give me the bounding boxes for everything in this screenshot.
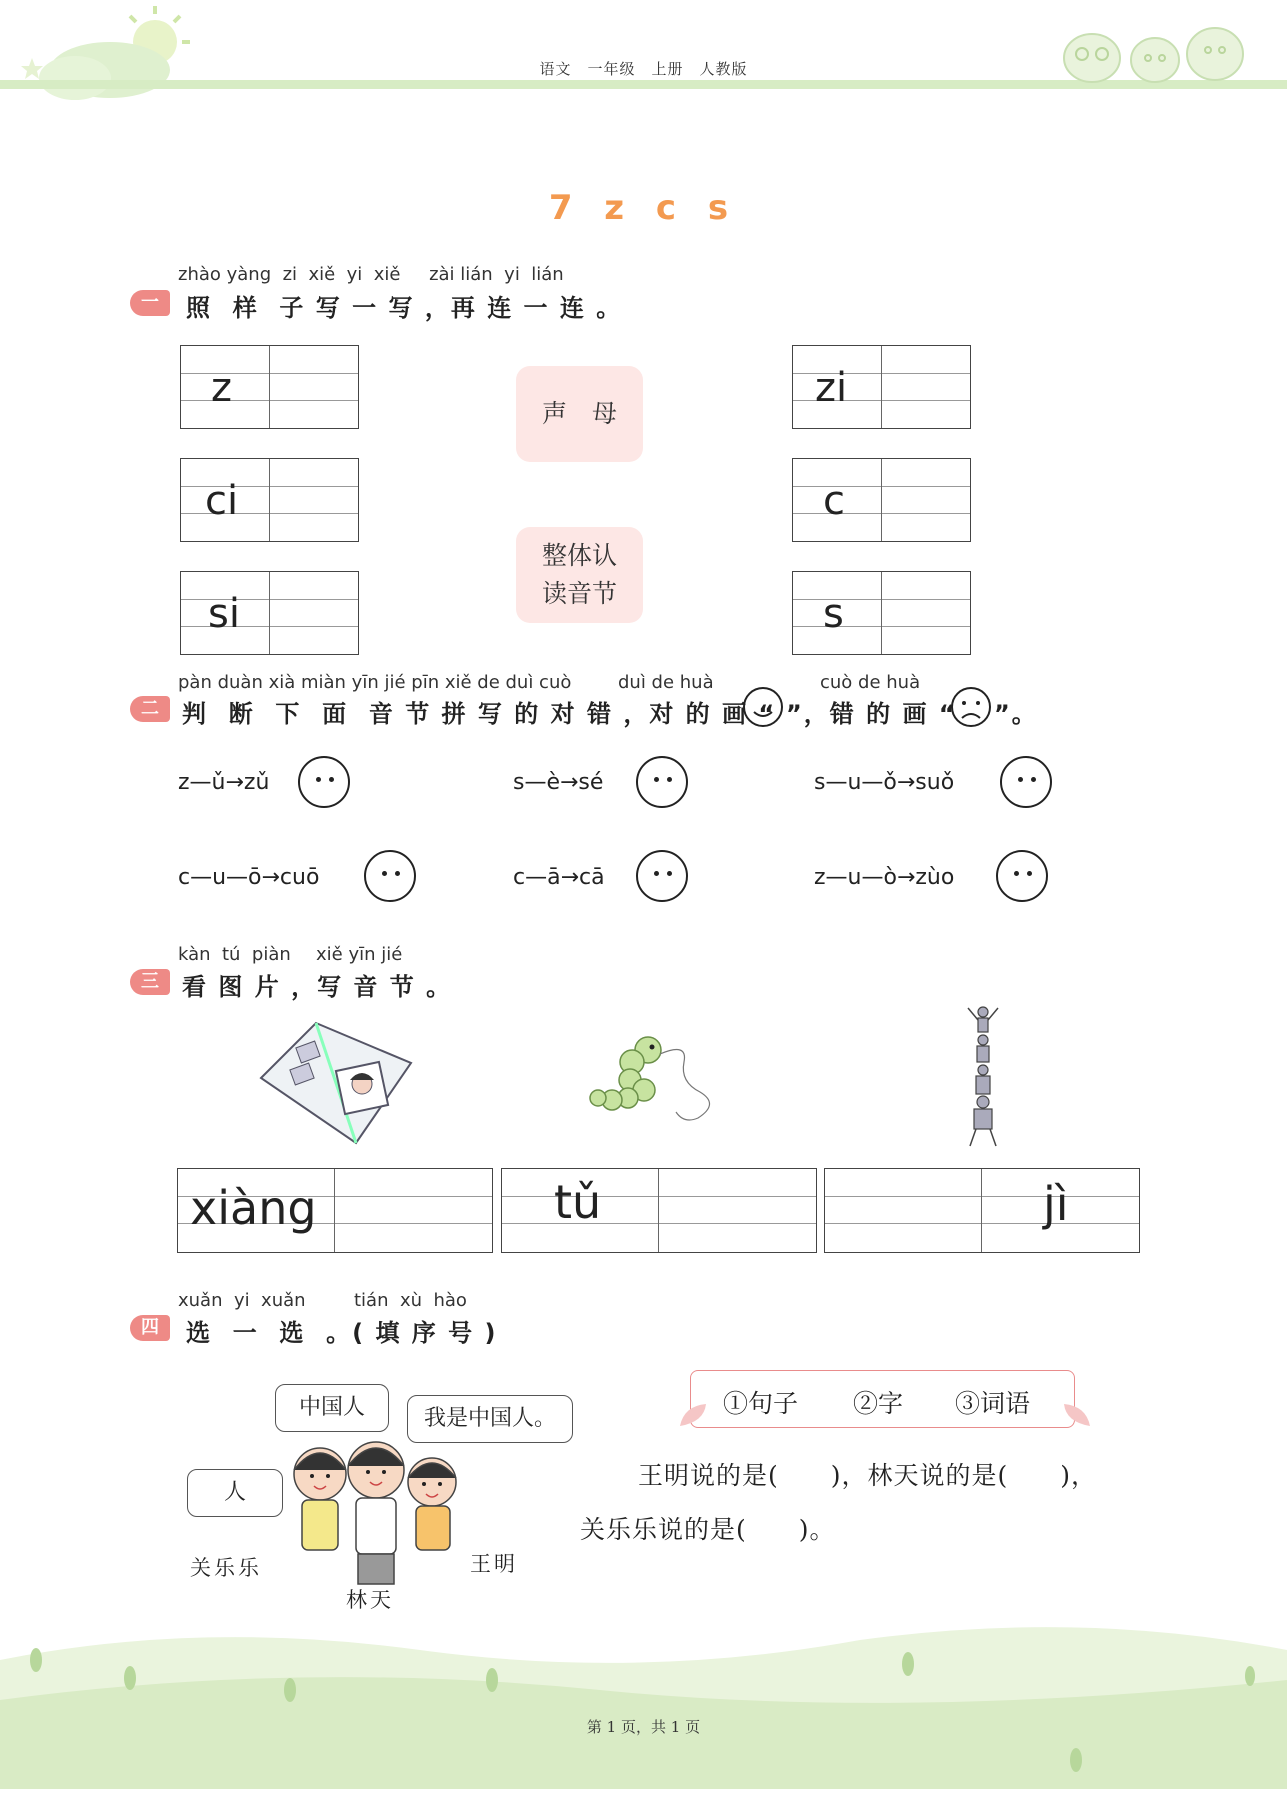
section1-pinyin: zhào yàng zi xiě yi xiě zài lián yi lián xyxy=(178,264,564,285)
grid-letter: ci xyxy=(205,478,239,524)
section3-title: 看 图 片 ，写 音 节 。 xyxy=(182,973,453,1001)
speech-bubble-left xyxy=(187,1469,283,1517)
answer-grid-xiang[interactable] xyxy=(177,1168,493,1253)
question-line-2: 关乐乐说的是( )。 xyxy=(580,1515,836,1544)
option-1: ①句子 xyxy=(723,1389,799,1418)
frown-icon xyxy=(950,686,992,732)
option-2: ②字 xyxy=(853,1389,904,1418)
section4-pinyin-b: tián xù hào xyxy=(354,1290,467,1311)
judgment-item: c—ā→cā xyxy=(513,865,605,890)
card-shengmu[interactable] xyxy=(516,366,643,462)
lesson-title: 7 z c s xyxy=(548,188,739,228)
section3-badge: 三 xyxy=(130,969,170,995)
answer-syllable: jì xyxy=(1043,1177,1069,1231)
section2-badge: 二 xyxy=(130,696,170,722)
answer-syllable: tǔ xyxy=(554,1175,602,1229)
name-guanlele: 关乐乐 xyxy=(190,1556,262,1580)
bubble-left-text: 人 xyxy=(223,1480,246,1505)
animal-decoration xyxy=(1060,18,1250,83)
speech-bubble-right xyxy=(407,1395,573,1443)
answer-face[interactable] xyxy=(636,756,688,808)
section2-title-b: ”，错 的 画 “ xyxy=(786,700,957,728)
smile-icon xyxy=(742,686,784,732)
answer-grid-tu[interactable] xyxy=(501,1168,817,1253)
footer-landscape xyxy=(0,1620,1287,1789)
grid-letter: z xyxy=(211,365,232,411)
section2-pinyin-c: cuò de huà xyxy=(820,672,921,693)
card-zhengti[interactable] xyxy=(516,527,643,623)
answer-face[interactable] xyxy=(364,850,416,902)
writing-grid-si[interactable] xyxy=(180,571,359,655)
section2-pinyin-b: duì de huà xyxy=(618,672,714,693)
writing-grid-zi[interactable] xyxy=(792,345,971,429)
judgment-item: s—è→sé xyxy=(513,770,604,795)
answer-face[interactable] xyxy=(996,850,1048,902)
section4-pinyin-a: xuǎn yi xuǎn xyxy=(178,1290,306,1311)
options-box xyxy=(690,1370,1075,1428)
writing-grid-s[interactable] xyxy=(792,571,971,655)
judgment-item: z—u—ò→zùo xyxy=(814,865,955,890)
card-shengmu-label: 声 母 xyxy=(541,399,617,428)
option-3: ③词语 xyxy=(955,1389,1031,1418)
judgment-item: z—ǔ→zǔ xyxy=(178,770,270,795)
writing-grid-c[interactable] xyxy=(792,458,971,542)
section4-title: 选 一 选 。( 填 序 号 ) xyxy=(186,1319,498,1347)
answer-syllable: xiàng xyxy=(190,1181,317,1235)
name-lintian: 林天 xyxy=(346,1588,394,1612)
section2-pinyin-a: pàn duàn xià miàn yīn jié pīn xiě de duì cuò xyxy=(178,672,572,693)
card-zhengti-line2: 读音节 xyxy=(541,579,617,608)
header-text: 语文 一年级 上册 人教版 xyxy=(539,60,748,78)
grid-letter: c xyxy=(823,478,845,524)
header-decoration-left xyxy=(0,0,200,110)
section1-badge: 一 xyxy=(130,290,170,316)
leaf-left-icon xyxy=(678,1402,708,1432)
leaf-right-icon xyxy=(1062,1402,1092,1432)
card-zhengti-line1: 整体认 xyxy=(541,541,617,570)
answer-face[interactable] xyxy=(636,850,688,902)
name-wangming: 王明 xyxy=(470,1552,518,1576)
judgment-item: s—u—ǒ→suǒ xyxy=(814,770,955,795)
page-footer: 第 1 页，共 1 页 xyxy=(586,1718,701,1736)
judgment-item: c—u—ō→cuō xyxy=(178,865,320,890)
acrobats-picture xyxy=(958,1004,1008,1148)
photo-album-picture xyxy=(256,1018,416,1148)
answer-face[interactable] xyxy=(298,756,350,808)
grid-letter: si xyxy=(208,591,240,637)
section2-title-a: 判 断 下 面 音 节 拼 写 的 对 错 ，对 的 画 “ xyxy=(182,700,777,728)
answer-face[interactable] xyxy=(1000,756,1052,808)
grid-letter: s xyxy=(823,591,844,637)
writing-grid-z[interactable] xyxy=(180,345,359,429)
answer-grid-ji[interactable] xyxy=(824,1168,1140,1253)
section1-title: 照 样 子 写 一 写 ，再 连 一 连 。 xyxy=(186,294,623,322)
bubble-middle-text: 中国人 xyxy=(298,1395,365,1420)
section4-badge: 四 xyxy=(130,1315,170,1341)
children-illustration xyxy=(270,1436,490,1594)
section3-pinyin-b: xiě yīn jié xyxy=(316,944,403,965)
section2-title-c: ”。 xyxy=(994,700,1038,728)
caterpillar-picture xyxy=(588,1032,728,1132)
speech-bubble-middle xyxy=(275,1384,389,1432)
writing-grid-ci[interactable] xyxy=(180,458,359,542)
section3-pinyin-a: kàn tú piàn xyxy=(178,944,291,965)
grid-letter: zi xyxy=(815,365,848,411)
question-line-1: 王明说的是( )，林天说的是( )， xyxy=(638,1461,1098,1490)
bubble-right-text: 我是中国人。 xyxy=(423,1406,556,1431)
